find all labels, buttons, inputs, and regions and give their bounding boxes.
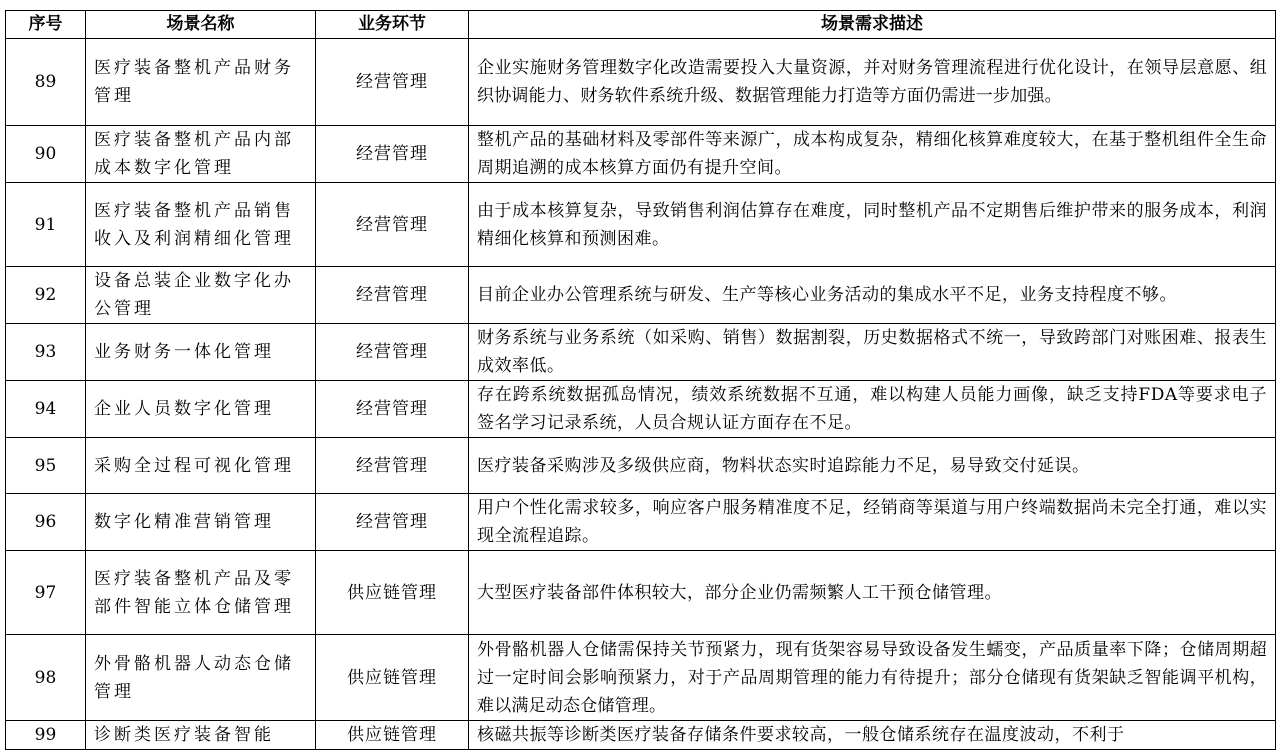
header-no: 序号 [6, 11, 86, 39]
requirement-desc: 核磁共振等诊断类医疗装备存储条件要求较高，一般仓储系统存在温度波动，不利于 [469, 721, 1276, 750]
row-number: 89 [6, 39, 86, 126]
header-scene-name: 场景名称 [86, 11, 316, 39]
scene-name: 外骨骼机器人动态仓储管理 [86, 635, 316, 721]
row-number: 92 [6, 267, 86, 324]
business-stage: 经营管理 [316, 267, 469, 324]
scene-name: 采购全过程可视化管理 [86, 438, 316, 494]
row-number: 93 [6, 324, 86, 381]
table-row [6, 494, 1276, 551]
business-stage: 供应链管理 [316, 721, 469, 750]
scene-name: 数字化精准营销管理 [86, 494, 316, 551]
header-row [6, 11, 1276, 39]
requirement-desc: 由于成本核算复杂，导致销售利润估算存在难度，同时整机产品不定期售后维护带来的服务成本，利润精细化核算和预测困难。 [469, 183, 1276, 267]
requirement-desc: 财务系统与业务系统（如采购、销售）数据割裂，历史数据格式不统一，导致跨部门对账困难、报表生成效率低。 [469, 324, 1276, 381]
table-row [6, 721, 1276, 750]
scene-name: 医疗装备整机产品及零部件智能立体仓储管理 [86, 551, 316, 635]
requirement-desc: 企业实施财务管理数字化改造需要投入大量资源，并对财务管理流程进行优化设计，在领导层意愿、组织协调能力、财务软件系统升级、数据管理能力打造等方面仍需进一步加强。 [469, 39, 1276, 126]
requirement-desc: 目前企业办公管理系统与研发、生产等核心业务活动的集成水平不足，业务支持程度不够。 [469, 267, 1276, 324]
row-number: 97 [6, 551, 86, 635]
scene-table [5, 10, 1276, 750]
table-row [6, 39, 1276, 126]
requirement-desc: 整机产品的基础材料及零部件等来源广，成本构成复杂，精细化核算难度较大，在基于整机组件全生命周期追溯的成本核算方面仍有提升空间。 [469, 126, 1276, 183]
scene-name: 诊断类医疗装备智能 [86, 721, 316, 750]
scene-name: 医疗装备整机产品财务管理 [86, 39, 316, 126]
table-row [6, 381, 1276, 438]
row-number: 96 [6, 494, 86, 551]
row-number: 98 [6, 635, 86, 721]
header-requirement-desc: 场景需求描述 [469, 11, 1276, 39]
table-row [6, 183, 1276, 267]
business-stage: 经营管理 [316, 126, 469, 183]
table-row [6, 551, 1276, 635]
scene-name: 医疗装备整机产品销售收入及利润精细化管理 [86, 183, 316, 267]
row-number: 99 [6, 721, 86, 750]
business-stage: 经营管理 [316, 183, 469, 267]
table-row [6, 438, 1276, 494]
business-stage: 供应链管理 [316, 551, 469, 635]
row-number: 95 [6, 438, 86, 494]
business-stage: 供应链管理 [316, 635, 469, 721]
business-stage: 经营管理 [316, 381, 469, 438]
header-business-stage: 业务环节 [316, 11, 469, 39]
table-row [6, 324, 1276, 381]
requirement-desc: 用户个性化需求较多，响应客户服务精准度不足，经销商等渠道与用户终端数据尚未完全打通，难以实现全流程追踪。 [469, 494, 1276, 551]
business-stage: 经营管理 [316, 39, 469, 126]
scene-name: 业务财务一体化管理 [86, 324, 316, 381]
requirement-desc: 大型医疗装备部件体积较大，部分企业仍需频繁人工干预仓储管理。 [469, 551, 1276, 635]
requirement-desc: 外骨骼机器人仓储需保持关节预紧力，现有货架容易导致设备发生蠕变，产品质量率下降；仓储周期超过一定时间会影响预紧力，对于产品周期管理的能力有待提升；部分仓储现有货架缺乏智能调平机构，难以满足动态仓储管理。 [469, 635, 1276, 721]
table-row [6, 126, 1276, 183]
row-number: 90 [6, 126, 86, 183]
table-row [6, 635, 1276, 721]
scene-name: 医疗装备整机产品内部成本数字化管理 [86, 126, 316, 183]
business-stage: 经营管理 [316, 494, 469, 551]
scene-name: 企业人员数字化管理 [86, 381, 316, 438]
table-row [6, 267, 1276, 324]
row-number: 94 [6, 381, 86, 438]
business-stage: 经营管理 [316, 324, 469, 381]
business-stage: 经营管理 [316, 438, 469, 494]
row-number: 91 [6, 183, 86, 267]
requirement-desc: 存在跨系统数据孤岛情况，绩效系统数据不互通，难以构建人员能力画像，缺乏支持FDA等要求电子签名学习记录系统，人员合规认证方面存在不足。 [469, 381, 1276, 438]
scene-name: 设备总装企业数字化办公管理 [86, 267, 316, 324]
requirement-desc: 医疗装备采购涉及多级供应商，物料状态实时追踪能力不足，易导致交付延误。 [469, 438, 1276, 494]
